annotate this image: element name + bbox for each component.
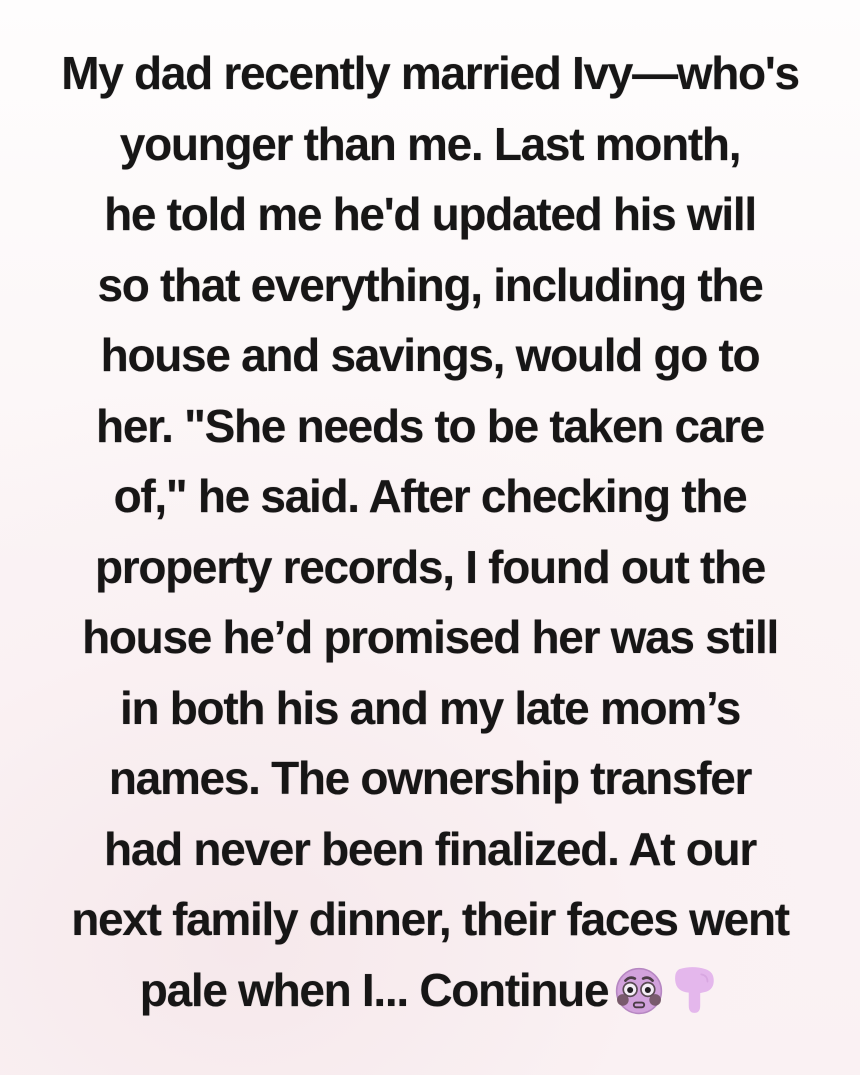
story-line: house and savings, would go to: [100, 329, 760, 381]
story-line-final: [16, 955, 844, 1026]
story-line: house he’d promised her was still: [82, 611, 778, 663]
story-line: younger than me. Last month,: [119, 117, 741, 170]
story-line: My dad recently married Ivy—who's: [61, 47, 799, 99]
story-line: he told me he'd updated his will: [104, 188, 756, 240]
story-line: her. "She needs to be taken care: [96, 399, 764, 452]
story-line: names. The ownership transfer: [108, 752, 752, 804]
story-line: next family dinner, their faces went: [71, 893, 789, 945]
story-line: in both his and my late mom’s: [119, 681, 741, 734]
story-line: had never been finalized. At our: [104, 822, 756, 875]
flushed-face-emoji: [614, 965, 664, 1015]
story-line: so that everything, including the: [97, 258, 763, 311]
pointing-down-emoji: [670, 965, 720, 1015]
story-line: property records, I found out the: [94, 540, 766, 593]
story-line-final-text: pale when I... Continue: [139, 963, 609, 1016]
story-line: of," he said. After checking the: [113, 470, 747, 522]
